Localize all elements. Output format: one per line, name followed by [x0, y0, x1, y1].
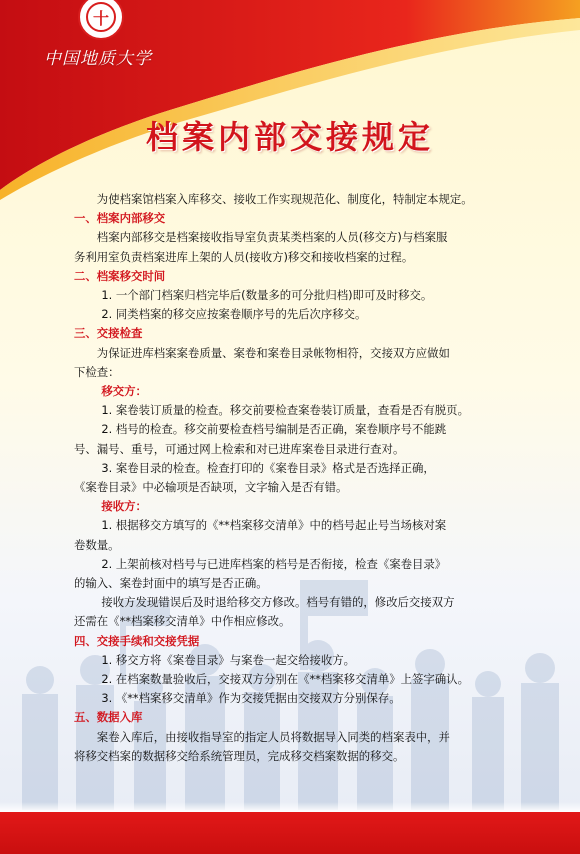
section-4-item: 2. 在档案数量验收后，交接双方分别在《**档案移交清单》上签字确认。: [101, 672, 469, 687]
receiver-subheading: 接收方：: [101, 499, 147, 514]
section-1-line: 档案内部移交是档案接收指导室负责某类档案的人员(移交方)与档案服: [96, 230, 448, 245]
receiver-item: 2. 上架前核对档号与已进库档案的档号是否衔接，检查《案卷目录》: [101, 556, 447, 571]
section-5-line: 将移交档案的数据移交给系统管理员，完成移交档案数据的移交。: [74, 748, 405, 763]
section-1-line: 务利用室负责档案进库上架的人员(接收方)移交和接收档案的过程。: [74, 249, 414, 264]
section-3-line: 为保证进库档案案卷质量、案卷和案卷目录帐物相符，交接双方应做如: [96, 345, 450, 360]
sender-item: 3. 案卷目录的检查。检查打印的《案卷目录》格式是否选择正确，: [101, 460, 435, 475]
section-2-item: 1. 一个部门档案归档完毕后(数量多的可分批归档)即可及时移交。: [101, 288, 433, 303]
section-2-heading: 二、档案移交时间: [74, 268, 166, 283]
logo-emblem-icon: 十: [86, 2, 116, 32]
receiver-item-cont: 还需在《**档案移交清单》中作相应修改。: [74, 614, 291, 629]
regulation-body: [74, 190, 512, 766]
section-4-heading: 四、交接手续和交接凭据: [74, 633, 200, 648]
section-3-line: 下检查：: [74, 364, 120, 379]
sender-item: 2. 档号的检查。移交前要检查档号编制是否正确，案卷顺序号不能跳: [101, 422, 447, 437]
bottom-band: [0, 812, 580, 854]
receiver-item-cont: 的输入、案卷封面中的填写是否正确。: [74, 576, 268, 591]
section-1-heading: 一、档案内部移交: [74, 211, 166, 226]
university-name: 中国地质大学: [44, 49, 152, 69]
section-3-heading: 三、交接检查: [74, 326, 143, 341]
section-5-line: 案卷入库后，由接收指导室的指定人员将数据导入同类的档案表中，并: [96, 729, 450, 744]
receiver-item: 接收方发现错误后及时退给移交方修改。档号有错的，修改后交接双方: [101, 595, 455, 610]
sender-item-cont: 号、漏号、重号，可通过网上检索和对已进库案卷目录进行查对。: [74, 441, 405, 456]
section-2-item: 2. 同类档案的移交应按案卷顺序号的先后次序移交。: [101, 307, 367, 322]
page-title: 档案内部交接规定: [145, 118, 434, 156]
sender-subheading: 移交方：: [101, 384, 147, 399]
section-4-item: 3. 《**档案移交清单》作为交接凭据由交接双方分别保存。: [101, 691, 401, 706]
intro-text: 为使档案馆档案入库移交、接收工作实现规范化、制度化，特制定本规定。: [96, 192, 473, 206]
section-4-item: 1. 移交方将《案卷目录》与案卷一起交给接收方。: [101, 652, 356, 667]
receiver-item: 1. 根据移交方填写的《**档案移交清单》中的档号起止号当场核对案: [101, 518, 447, 533]
receiver-item-cont: 卷数量。: [74, 537, 120, 552]
sender-item: 1. 案卷装订质量的检查。移交前要检查案卷装订质量，查看是否有脱页。: [101, 403, 469, 418]
section-5-heading: 五、数据入库: [74, 710, 143, 725]
sender-item-cont: 《案卷目录》中必输项是否缺项，文字输入是否有错。: [74, 480, 348, 495]
